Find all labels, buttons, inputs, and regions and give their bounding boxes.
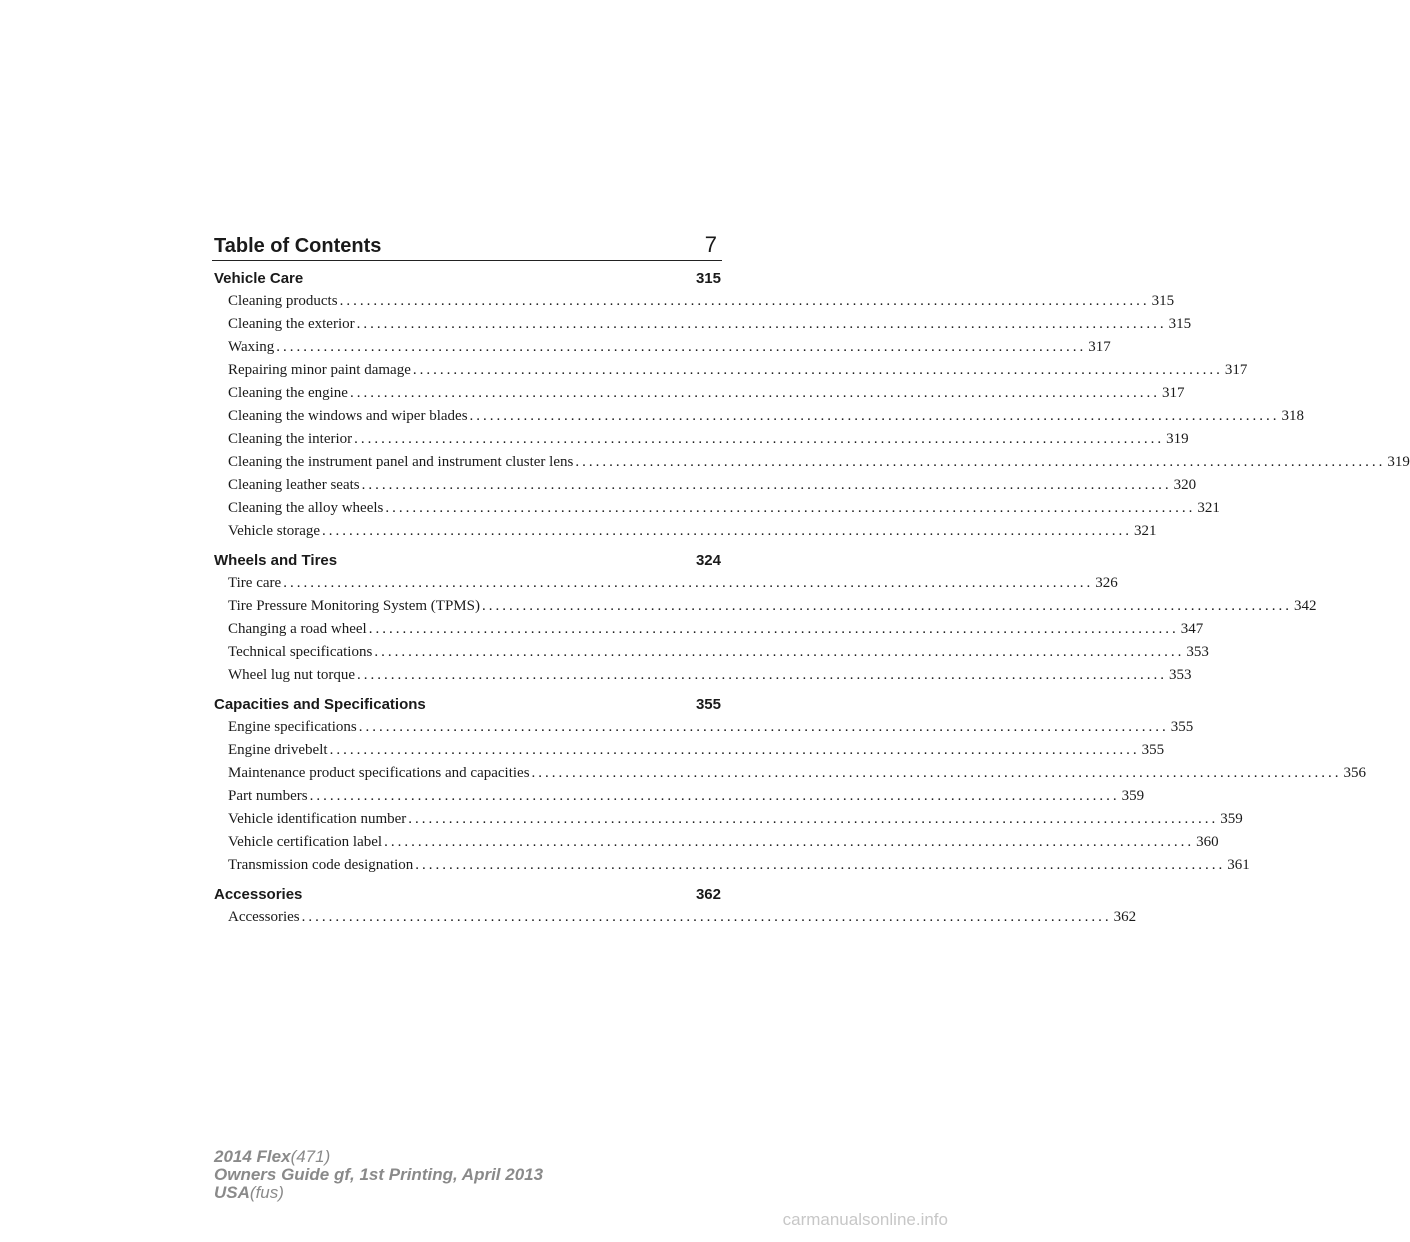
- dot-leader: ........................................................................................................................: [322, 523, 1133, 539]
- dot-leader: ........................................................................................................................: [374, 644, 1185, 660]
- toc-entry[interactable]: [228, 716, 1194, 739]
- toc-entry[interactable]: [228, 405, 1305, 428]
- entry-title: Changing a road wheel: [228, 621, 367, 637]
- toc-entry[interactable]: [228, 595, 1317, 618]
- entry-page: 356: [1343, 765, 1367, 781]
- footer-model-code: (471): [290, 1147, 331, 1166]
- entry-title: Tire care: [228, 575, 282, 591]
- entry-page: 361: [1227, 857, 1250, 873]
- dot-leader: ........................................................................................................................: [531, 765, 1342, 781]
- entry-title: Cleaning the windows and wiper blades: [228, 408, 468, 424]
- dot-leader: ........................................................................................................................: [356, 316, 1167, 332]
- toc-section-heading[interactable]: [214, 549, 721, 572]
- entry-title: Technical specifications: [228, 644, 373, 660]
- entry-page: 355: [1170, 719, 1194, 735]
- entry-title: Engine drivebelt: [228, 742, 328, 758]
- section-page: 355: [695, 696, 721, 713]
- dot-leader: ........................................................................................................................: [481, 598, 1292, 614]
- toc-section: [214, 693, 1367, 877]
- entry-page: 315: [1151, 293, 1175, 309]
- toc-section: [214, 267, 1410, 543]
- toc-entry[interactable]: [228, 785, 1145, 808]
- entry-title: Accessories: [228, 909, 300, 925]
- footer-line-1: [214, 1148, 543, 1166]
- entry-page: 347: [1180, 621, 1204, 637]
- section-page: 362: [695, 886, 721, 903]
- entry-page: 355: [1141, 742, 1165, 758]
- dot-leader: ........................................................................................................................: [368, 621, 1179, 637]
- footer-line-3: [214, 1184, 543, 1202]
- dot-leader: ........................................................................................................................: [412, 362, 1223, 378]
- section-title: Capacities and Specifications: [214, 696, 426, 713]
- entry-page: 319: [1166, 431, 1189, 447]
- entry-page: 353: [1169, 667, 1192, 683]
- header-rule: [212, 260, 722, 261]
- dot-leader: ........................................................................................................................: [358, 719, 1169, 735]
- page-number: 7: [704, 232, 717, 257]
- dot-leader: ........................................................................................................................: [301, 909, 1112, 925]
- toc-entry[interactable]: [228, 664, 1192, 687]
- entry-title: Vehicle storage: [228, 523, 321, 539]
- entry-title: Cleaning the alloy wheels: [228, 500, 384, 516]
- entry-title: Wheel lug nut torque: [228, 667, 356, 683]
- entry-title: Tire Pressure Monitoring System (TPMS): [228, 598, 480, 614]
- entry-title: Repairing minor paint damage: [228, 362, 411, 378]
- entry-title: Maintenance product specifications and capacities: [228, 765, 530, 781]
- toc-entry[interactable]: [228, 906, 1137, 929]
- toc-entry[interactable]: [228, 739, 1165, 762]
- entry-title: Waxing: [228, 339, 275, 355]
- dot-leader: ........................................................................................................................: [349, 385, 1160, 401]
- toc-entry[interactable]: [228, 854, 1250, 877]
- dot-leader: ........................................................................................................................: [385, 500, 1196, 516]
- dot-leader: ........................................................................................................................: [354, 431, 1165, 447]
- entry-page: 317: [1088, 339, 1111, 355]
- toc-entry[interactable]: [228, 313, 1192, 336]
- toc-section: [214, 883, 1137, 929]
- toc-entry[interactable]: [228, 428, 1189, 451]
- toc-entry[interactable]: [228, 762, 1367, 785]
- entry-page: 318: [1281, 408, 1305, 424]
- table-of-contents: [214, 267, 1410, 929]
- dot-leader: ........................................................................................................................: [469, 408, 1280, 424]
- toc-entry[interactable]: [228, 641, 1209, 664]
- section-page: 315: [695, 270, 721, 287]
- entry-page: 326: [1095, 575, 1118, 591]
- toc-entry[interactable]: [228, 831, 1219, 854]
- entry-page: 317: [1224, 362, 1248, 378]
- entry-title: Cleaning the exterior: [228, 316, 355, 332]
- footer-line-2: Owners Guide gf, 1st Printing, April 2013: [214, 1165, 544, 1184]
- entry-title: Cleaning the engine: [228, 385, 348, 401]
- watermark: carmanualsonline.info: [782, 1210, 948, 1229]
- page-header: [214, 228, 721, 258]
- entry-title: Cleaning leather seats: [228, 477, 360, 493]
- entry-page: 359: [1121, 788, 1145, 804]
- footer-model: 2014 Flex: [214, 1147, 291, 1166]
- entry-title: Vehicle certification label: [228, 834, 383, 850]
- dot-leader: ........................................................................................................................: [283, 575, 1094, 591]
- toc-entry[interactable]: [228, 474, 1197, 497]
- entry-page: 353: [1186, 644, 1209, 660]
- dot-leader: ........................................................................................................................: [276, 339, 1087, 355]
- entry-page: 342: [1293, 598, 1317, 614]
- toc-entry[interactable]: [228, 359, 1248, 382]
- footer-market: USA: [214, 1183, 250, 1202]
- toc-entry[interactable]: [228, 618, 1204, 641]
- section-title: Accessories: [214, 886, 303, 903]
- entry-title: Cleaning products: [228, 293, 338, 309]
- dot-leader: ........................................................................................................................: [415, 857, 1226, 873]
- entry-title: Engine specifications: [228, 719, 357, 735]
- dot-leader: ........................................................................................................................: [575, 454, 1386, 470]
- toc-entry[interactable]: [228, 290, 1175, 313]
- dot-leader: ........................................................................................................................: [357, 667, 1168, 683]
- toc-entry[interactable]: [228, 336, 1111, 359]
- toc-entry[interactable]: [228, 382, 1185, 405]
- entry-page: 360: [1196, 834, 1219, 850]
- toc-entry[interactable]: [228, 572, 1118, 595]
- toc-entry[interactable]: [228, 451, 1410, 474]
- toc-section: [214, 549, 1317, 687]
- section-title: Vehicle Care: [214, 270, 304, 287]
- dot-leader: ........................................................................................................................: [309, 788, 1120, 804]
- entry-page: 320: [1173, 477, 1197, 493]
- dot-leader: ........................................................................................................................: [329, 742, 1140, 758]
- footer-market-code: (fus): [249, 1183, 284, 1202]
- entry-page: 319: [1387, 454, 1410, 470]
- entry-title: Cleaning the instrument panel and instrument cluster lens: [228, 454, 574, 470]
- dot-leader: ........................................................................................................................: [384, 834, 1195, 850]
- toc-entry[interactable]: [228, 808, 1243, 831]
- dot-leader: ........................................................................................................................: [408, 811, 1219, 827]
- entry-title: Vehicle identification number: [228, 811, 407, 827]
- section-title: Wheels and Tires: [214, 552, 338, 569]
- section-page: 324: [695, 552, 721, 569]
- print-footer: [214, 1148, 543, 1202]
- entry-page: 359: [1220, 811, 1243, 827]
- toc-entry[interactable]: [228, 520, 1157, 543]
- page-title: Table of Contents: [214, 235, 382, 257]
- toc-entry[interactable]: [228, 497, 1220, 520]
- dot-leader: ........................................................................................................................: [361, 477, 1172, 493]
- entry-page: 321: [1134, 523, 1157, 539]
- entry-page: 315: [1168, 316, 1192, 332]
- toc-section-heading[interactable]: [214, 267, 721, 290]
- entry-page: 362: [1113, 909, 1137, 925]
- entry-page: 317: [1161, 385, 1185, 401]
- entry-page: 321: [1197, 500, 1220, 516]
- toc-section-heading[interactable]: [214, 693, 721, 716]
- entry-title: Transmission code designation: [228, 857, 414, 873]
- entry-title: Cleaning the interior: [228, 431, 353, 447]
- dot-leader: ........................................................................................................................: [339, 293, 1150, 309]
- entry-title: Part numbers: [228, 788, 308, 804]
- toc-section-heading[interactable]: [214, 883, 721, 906]
